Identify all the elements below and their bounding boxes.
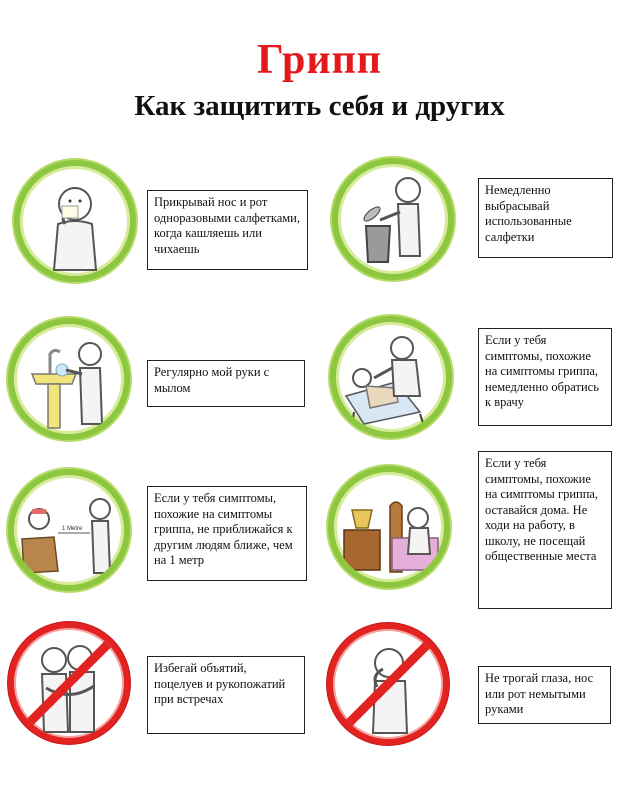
tip-box: Не трогай глаза, нос или рот немытыми руками bbox=[478, 666, 611, 724]
tip-box: Регулярно мой руки с мылом bbox=[147, 360, 305, 407]
washing-hands-icon bbox=[8, 318, 130, 440]
no-hugging-icon bbox=[8, 622, 130, 744]
tip-box: Если у тебя симптомы, похожие на симптомы гриппа, не приближайся к другим людям ближе, чем на 1 метр bbox=[147, 486, 307, 581]
person-covering-mouth-icon bbox=[14, 160, 136, 282]
page-title: Грипп bbox=[256, 37, 383, 83]
stay-home-icon bbox=[328, 466, 450, 588]
page-subtitle: Как защитить себя и других bbox=[134, 90, 505, 122]
tip-box: Прикрывай нос и рот одноразовыми салфетками, когда кашляешь или чихаешь bbox=[147, 190, 308, 270]
doctor-visit-icon bbox=[330, 316, 452, 438]
no-face-touching-icon bbox=[327, 623, 449, 745]
tip-box: Избегай объятий, поцелуев и рукопожатий при встречах bbox=[147, 656, 305, 734]
tip-box: Если у тебя симптомы, похожие на симптомы гриппа, оставайся дома. Не ходи на работу, в школу, не посещай общественные места bbox=[478, 451, 612, 609]
distance-icon bbox=[8, 469, 130, 591]
tip-box: Немедленно выбрасывай использованные салфетки bbox=[478, 178, 613, 258]
distance-caption: 1 Metre bbox=[62, 526, 83, 532]
tip-box: Если у тебя симптомы, похожие на симптомы гриппа, немедленно обратись к врачу bbox=[478, 328, 612, 426]
trash-can-icon bbox=[332, 158, 454, 280]
